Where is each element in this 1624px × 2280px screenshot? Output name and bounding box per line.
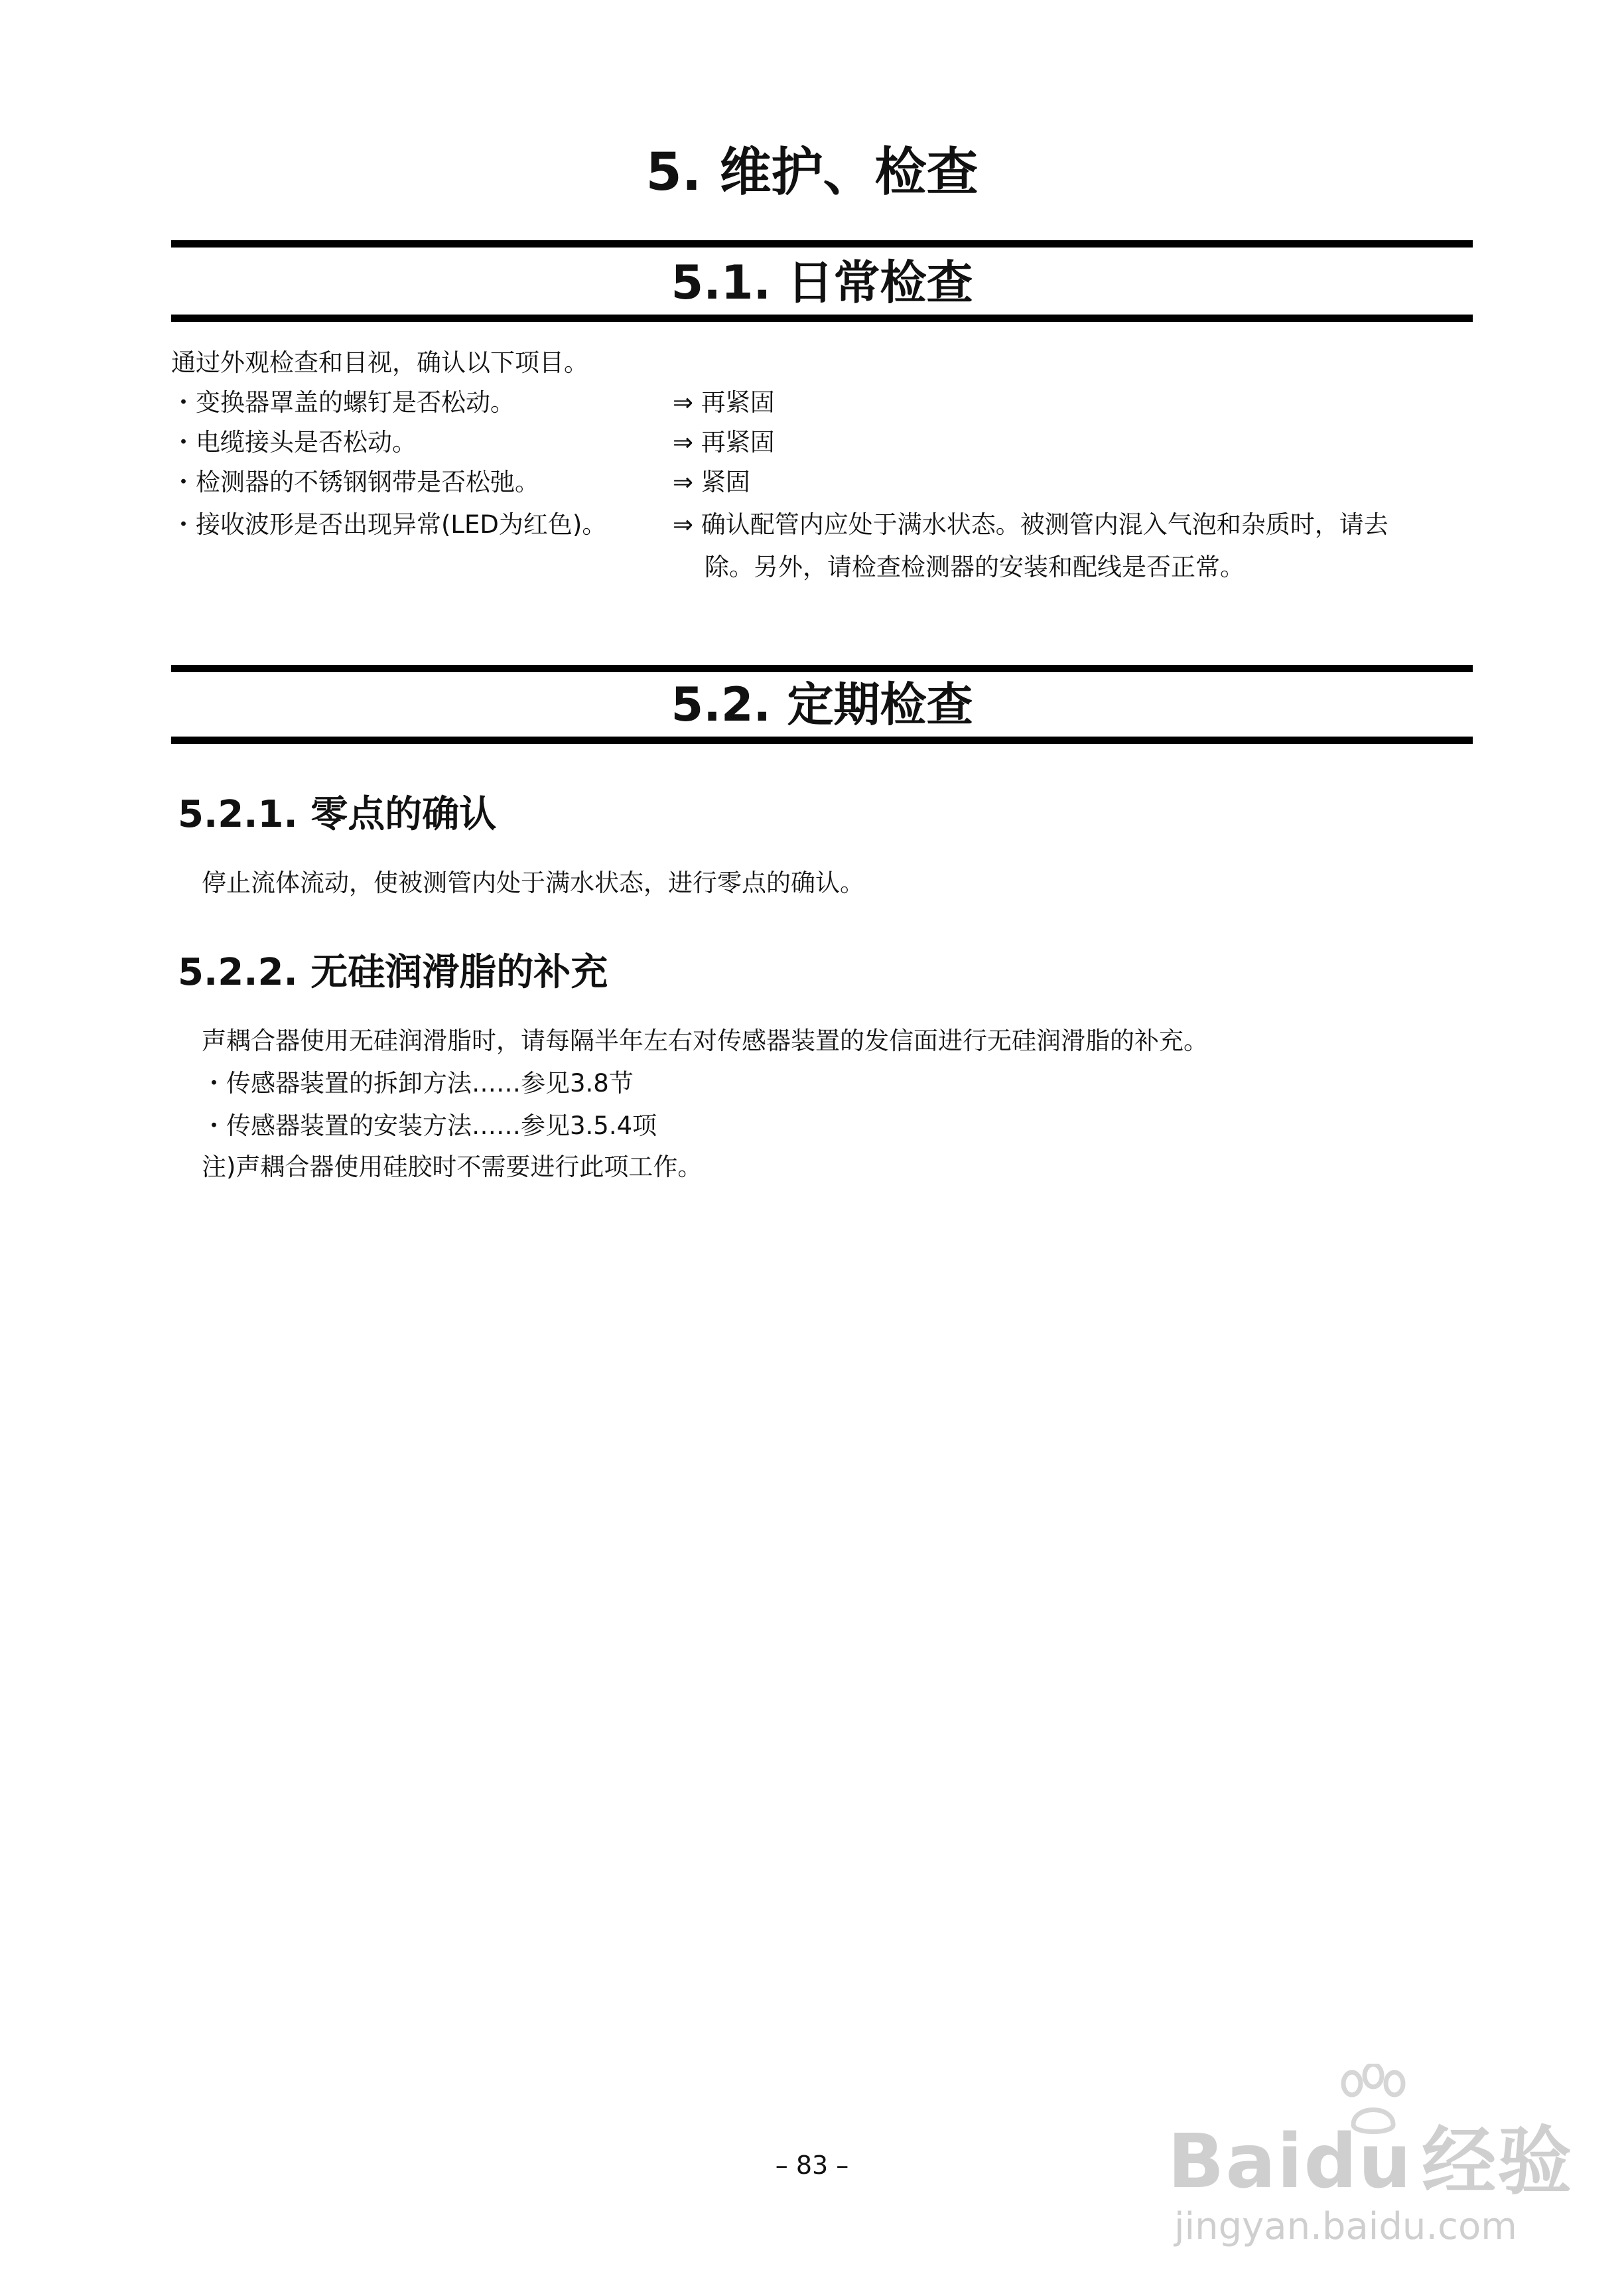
check-action-3: ⇒ 紧固: [673, 468, 750, 496]
section-2-bottom-rule: [171, 737, 1473, 744]
check-action-4-continued: 除。另外，请检查检测器的安装和配线是否正常。: [705, 553, 1245, 581]
watermark-product: 经验: [1422, 2119, 1574, 2205]
section-2-title: 5.2. 定期检查: [671, 677, 973, 732]
check-action-1: ⇒ 再紧固: [673, 388, 775, 417]
chapter-title: 5. 维护、检查: [645, 143, 979, 202]
check-action-4: ⇒ 确认配管内应处于满水状态。被测管内混入气泡和杂质时，请去: [673, 510, 1388, 539]
watermark-brand: Baidu: [1168, 2119, 1413, 2205]
section-1-intro: 通过外观检查和目视，确认以下项目。: [171, 348, 588, 377]
section-1-bottom-rule: [171, 315, 1473, 322]
subsection-2-line-1: 声耦合器使用无硅润滑脂时，请每隔半年左右对传感器装置的发信面进行无硅润滑脂的补充。: [202, 1027, 1208, 1055]
check-item-2: ・电缆接头是否松动。: [171, 428, 417, 457]
check-action-2: ⇒ 再紧固: [673, 428, 775, 457]
check-item-4: ・接收波形是否出现异常(LED为红色)。: [171, 510, 607, 539]
subsection-1-title: 5.2.1. 零点的确认: [178, 793, 497, 836]
baidu-watermark: [1168, 2064, 1574, 2249]
check-item-3: ・检测器的不锈钢钢带是否松弛。: [171, 468, 539, 496]
watermark-url: jingyan.baidu.com: [1174, 2205, 1517, 2248]
subsection-2-note: 注)声耦合器使用硅胶时不需要进行此项工作。: [202, 1153, 703, 1181]
subsection-2-line-3: ・传感器装置的安装方法……参见3.5.4项: [202, 1111, 657, 1140]
page-number: – 83 –: [775, 2151, 849, 2180]
subsection-2-line-2: ・传感器装置的拆卸方法……参见3.8节: [202, 1069, 634, 1098]
section-1-top-rule: [171, 240, 1473, 248]
section-1-title: 5.1. 日常检查: [671, 255, 973, 310]
section-2-top-rule: [171, 665, 1473, 672]
subsection-1-text: 停止流体流动，使被测管内处于满水状态，进行零点的确认。: [202, 869, 864, 897]
subsection-2-title: 5.2.2. 无硅润滑脂的补充: [178, 951, 608, 994]
check-item-1: ・变换器罩盖的螺钉是否松动。: [171, 388, 515, 417]
